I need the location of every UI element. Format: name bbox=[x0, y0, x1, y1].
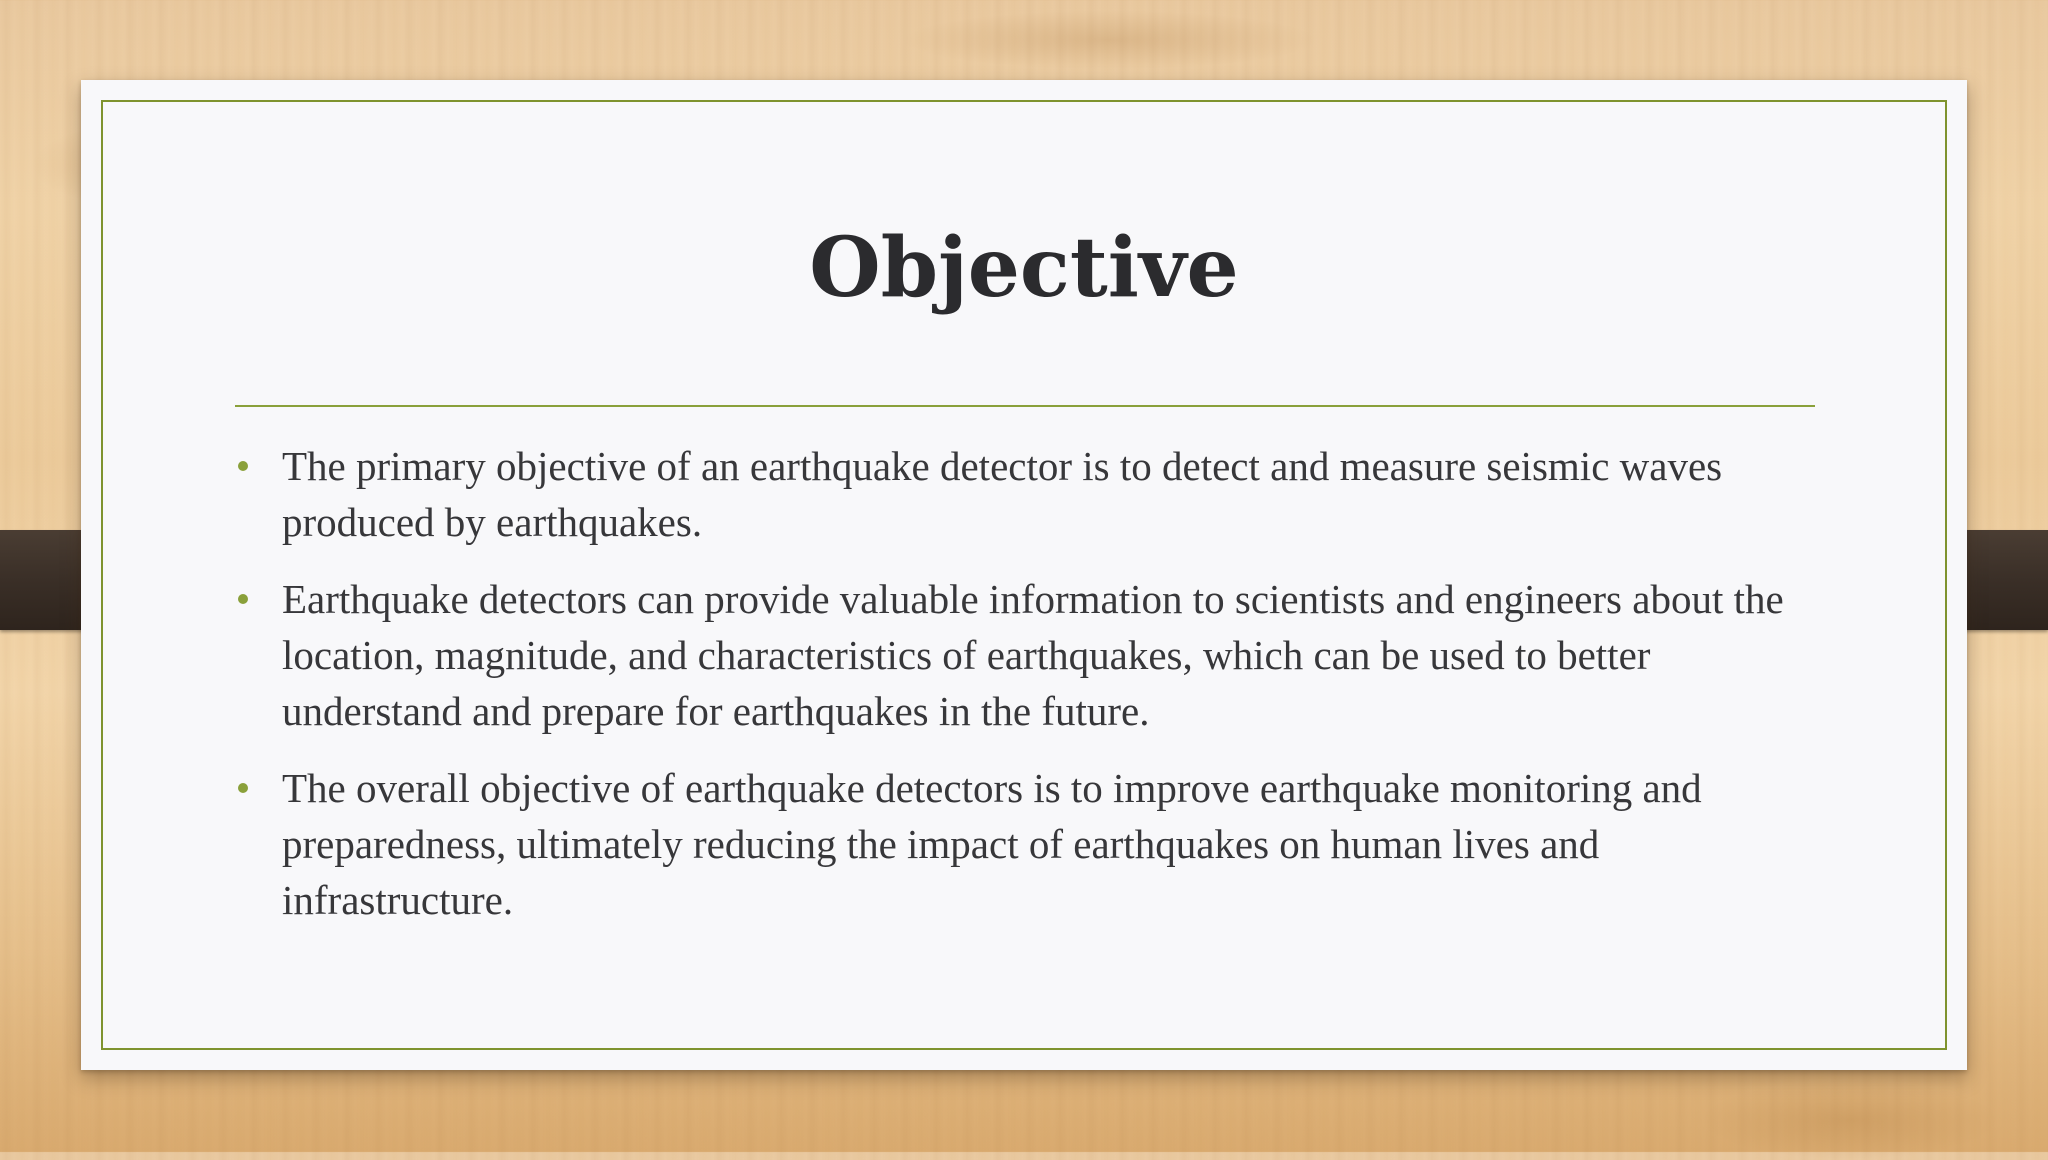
wood-grain-decoration bbox=[1700, 1080, 2000, 1160]
wood-grain-decoration bbox=[900, 10, 1320, 70]
bullet-text: The primary objective of an earthquake detector is to detect and measure seismic waves produced by earthquakes. bbox=[282, 443, 1723, 545]
slide-title: Objective bbox=[809, 220, 1239, 316]
bullet-item bbox=[236, 760, 1836, 928]
bullet-dot-icon bbox=[238, 783, 248, 793]
slide-card bbox=[81, 80, 1967, 1070]
bullet-dot-icon bbox=[238, 594, 248, 604]
bullet-text: Earthquake detectors can provide valuable information to scientists and engineers about the location, magnitude, and characteristics of earthquakes, which can be used to better understand and prepare for earthquakes in the future. bbox=[282, 576, 1784, 734]
bullet-list bbox=[236, 438, 1836, 949]
bullet-item bbox=[236, 438, 1836, 550]
title-divider bbox=[235, 405, 1815, 407]
bullet-dot-icon bbox=[238, 461, 248, 471]
bullet-item bbox=[236, 571, 1836, 739]
bullet-text: The overall objective of earthquake detectors is to improve earthquake monitoring and preparedness, ultimately reducing the impact of earthquakes on human lives and infrastructure. bbox=[282, 765, 1702, 923]
